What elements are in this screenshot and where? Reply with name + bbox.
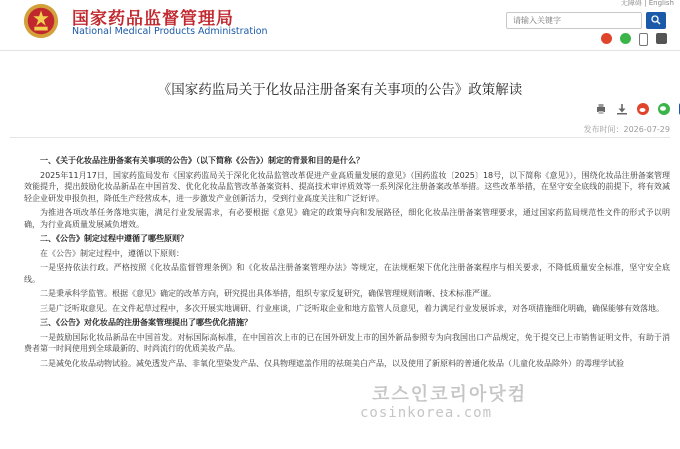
article-divider xyxy=(10,137,670,138)
section-heading: 三、《公告》对化妆品的注册备案管理提出了哪些优化措施？ xyxy=(40,318,252,327)
weibo-share-icon[interactable] xyxy=(637,103,649,115)
search-input[interactable] xyxy=(506,12,642,29)
weibo-icon[interactable] xyxy=(601,33,612,44)
paragraph: 为推进各项改革任务落地实施，满足行业发展需求，有必要根据《意见》确定的政策导向和发展路径，细化化妆品注册备案管理要求，通过国家药监局规范性文件的形式予以明确，为行业高质量发展减负增效。 xyxy=(24,208,670,229)
paragraph: 2025年11月17日，国家药监局发布《国家药监局关于深化化妆品监管改革促进产业高质量发展的意见》（国药监妆〔2025〕18号，以下简称《意见》），围绕化妆品注册备案管理效能提升，提出鼓励化妆品新品在中国首发、优化化妆品监管改革备案资料、提高技术审评质效等一系列深化注册备案改革举措。这些改革举措，在坚守安全底线的前提下，将有效减轻企业研发申报负担，降低生产经营成本，进一步激发产业创新活力，受到行业高度关注和广泛好评。 xyxy=(24,170,670,203)
national-emblem-icon[interactable] xyxy=(22,2,60,40)
wechat-share-icon[interactable] xyxy=(658,103,670,115)
accessibility-icon[interactable] xyxy=(656,33,667,44)
watermark-text-kr: 코스인코리아닷컴 xyxy=(372,384,528,405)
site-name-cn[interactable]: 国家药品监督管理局 xyxy=(72,9,234,29)
paragraph: 在《公告》制定过程中，遵循以下原则： xyxy=(40,248,184,258)
section-heading: 一、《关于化妆品注册备案有关事项的公告》（以下简称《公告》）制定的背景和目的是什么？ xyxy=(40,156,364,165)
site-header xyxy=(0,0,680,44)
publish-date: 发布时间：2026-07-29 xyxy=(583,125,670,134)
download-icon[interactable] xyxy=(616,103,628,115)
top-links[interactable]: 无障碍 | English xyxy=(620,0,674,7)
print-icon[interactable] xyxy=(595,103,607,115)
wechat-icon[interactable] xyxy=(620,33,631,44)
article-title: 《国家药监局关于化妆品注册备案有关事项的公告》政策解读 xyxy=(157,82,523,98)
paragraph: 三是广泛听取意见。在文件起草过程中，多次开展实地调研、行业座谈，广泛听取企业和地方监管人员意见，着力满足行业发展诉求，对各项措施细化明确，确保能够有效落地。 xyxy=(40,303,664,313)
mobile-icon[interactable] xyxy=(639,33,648,46)
paragraph: 二是减免化妆品动物试验。减免透发产品、非氧化型染发产品、仅具物理遮盖作用的祛斑美白产品，以及使用了新原料的普通化妆品（儿童化妆品除外）的毒理学试验 xyxy=(40,358,624,368)
article-tools xyxy=(591,103,680,117)
site-name-en: National Medical Products Administration xyxy=(72,26,268,37)
paragraph: 二是秉承科学监管。根据《意见》确定的改革方向，研究提出具体举措，组织专家反复研究，确保管理规则清晰、技术标准严谨。 xyxy=(40,289,496,298)
paragraph: 一是鼓励国际化妆品新品在中国首发。对标国际高标准，在中国首次上市的已在国外研发上市的国外新品参照专为向我国出口产品规定，免于提交已上市销售证明文件，有助于消费者第一时间使用到全球最新的、时尚流行的优质美妆产品。 xyxy=(24,332,670,353)
header-divider xyxy=(0,50,680,51)
paragraph: 一是坚持依法行政。严格按照《化妆品监督管理条例》和《化妆品注册备案管理办法》等规定，在法规框架下优化注册备案程序与相关要求，不降低质量安全标准，坚守安全底线。 xyxy=(24,263,670,284)
header-share-icons xyxy=(598,33,667,45)
watermark-text-url: cosinkorea.com xyxy=(360,405,493,421)
search-button[interactable] xyxy=(646,12,666,29)
article-body xyxy=(24,155,670,369)
section-heading: 二、《公告》制定过程中遵循了哪些原则？ xyxy=(40,234,188,243)
search-icon xyxy=(651,15,661,25)
